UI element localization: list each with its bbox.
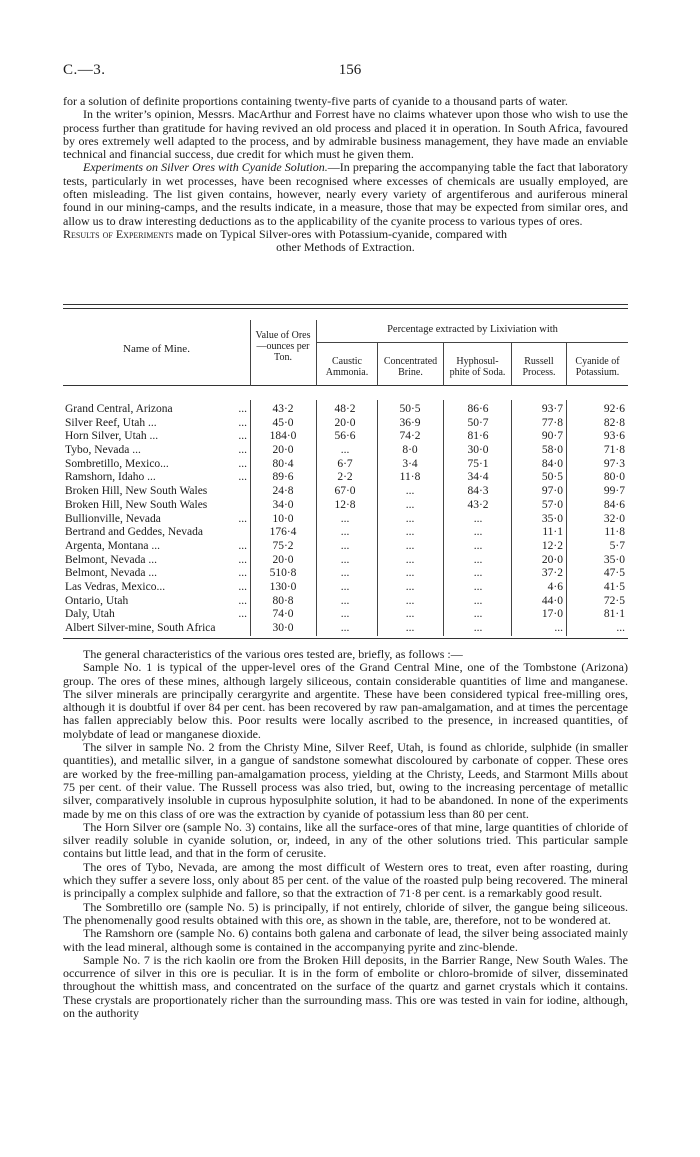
- cell-value: 176·4: [269, 526, 297, 539]
- cell-russell: ...: [554, 622, 563, 634]
- cell-hypo: 34·4: [467, 471, 489, 484]
- cell-dots: ...: [238, 430, 247, 443]
- cell-value: 34·0: [272, 498, 294, 511]
- table-top-rule: [63, 304, 628, 309]
- cell-hypo: 81·6: [467, 430, 489, 443]
- cell-cyanide: 80·0: [603, 471, 625, 484]
- paragraph: for a solution of definite proportions containing twenty-five parts of cyanide to a thousand parts of water.: [63, 94, 568, 108]
- experiments-heading: Experiments on Silver Ores with Cyanide Solution.: [83, 160, 328, 175]
- paragraph: Sample No. 7 is the rich kaolin ore from the Broken Hill deposits, in the Barrier Range, New South Wales. The occurrence of silver in this ore is peculiar. It is in the form of embolite or chloro-bromide of silver, disseminated throughout the whittish mass, and concentrated on the surface of the quartz and garnet crystals which it contains. These crystals are proportionately richer than the surrounding mass. This ore was tested in vain for iodine, although, on the authority: [63, 952, 628, 1021]
- body-text-bottom: [63, 648, 628, 1020]
- paragraph: The silver in sample No. 2 from the Christy Mine, Silver Reef, Utah, is found as chloride, sulphide (in smaller quantities), and metallic silver, in a gangue of sandstone somewhat discoloured by carbonate of copper. These ores are worked by the free-milling pan-amalgamation process, yielding at the Christy, Leeds, and Starmont Mills about 75 per cent. of their value. The Russell process was also tried, but, owing to the increasing percentage of metallic silver, comparatively insoluble in cuprous hyposulphite solution, it had to be abandoned. In none of the experiments made by me on this class of ore was the extraction by cyanide of potassium less than 80 per cent.: [63, 740, 628, 821]
- cell-name: Belmont, Nevada ...: [65, 553, 157, 566]
- table-caption-line1: made on Typical Silver-ores with Potassium-cyanide, compared with: [173, 226, 508, 241]
- table-row: [63, 622, 628, 636]
- cell-brine: ...: [405, 580, 415, 593]
- paragraph: In the writer’s opinion, Messrs. MacArthur and Forrest have no claims whatever upon those who wish to use the process further than gratitude for having revived an old process and placed it in operation. In South Africa, favoured by ores extremely well adapted to the process, and by admirable business management, they have made an enviable technical and financial success, due credit for which must he given them.: [63, 107, 628, 162]
- paragraph: The Sombretillo ore (sample No. 5) is principally, if not entirely, chloride of silver, the gangue being siliceous. The phenomenally good results obtained with this ore, as shown in the table, are, therefore, not to be wondered at.: [63, 899, 628, 927]
- table-row: [63, 540, 628, 554]
- cell-russell: 37·2: [541, 567, 563, 580]
- cell-hypo: 43·2: [467, 498, 489, 511]
- cell-ammonia: 48·2: [334, 403, 356, 415]
- cell-value: 20·0: [272, 444, 294, 457]
- table-caption: [63, 228, 628, 255]
- cell-hypo: ...: [473, 539, 483, 552]
- table-body: [63, 403, 628, 636]
- cell-cyanide: 41·5: [603, 580, 625, 593]
- table-header-rule: [63, 385, 628, 386]
- cell-hypo: ...: [473, 580, 483, 593]
- paragraph: The general characteristics of the various ores tested are, briefly, as follows :—: [83, 647, 463, 661]
- cell-ammonia: ...: [340, 608, 350, 621]
- cell-hypo: ...: [473, 594, 483, 607]
- cell-cyanide: 99·7: [603, 485, 625, 498]
- cell-ammonia: 2·2: [337, 471, 353, 484]
- cell-value: 80·8: [272, 594, 294, 607]
- header-name-of-mine: Name of Mine.: [123, 343, 190, 355]
- cell-cyanide: 82·8: [603, 416, 625, 429]
- paragraph-experiments: [63, 161, 628, 227]
- cell-ammonia: 56·6: [334, 430, 356, 443]
- table-row: [63, 430, 628, 444]
- table-row: [63, 458, 628, 472]
- cell-hypo: 84·3: [467, 485, 489, 498]
- cell-cyanide: 97·3: [603, 457, 625, 470]
- header-concentrated-brine: Concentrated Brine.: [383, 356, 438, 378]
- table-row: [63, 567, 628, 581]
- header-value-of-ores: Value of Ores —ounces per Ton.: [255, 330, 311, 363]
- cell-dots: ...: [238, 539, 247, 552]
- cell-cyanide: 35·0: [603, 553, 625, 566]
- cell-value: 89·6: [272, 471, 294, 484]
- cell-cyanide: 81·1: [603, 608, 625, 621]
- paragraph: Sample No. 1 is typical of the upper-level ores of the Grand Central Mine, one of the Tombstone (Arizona) group. The ores of these mines, although largely siliceous, contain considerable quantities of lime and manganese. The silver minerals are principally cerargyrite and argentite. These have been considered typical free-milling ores, although it is doubtful if over 84 per cent. has been recovered by raw pan-amalgamation, and at times the percentage has fallen appreciably below this. Poor results were locally ascribed to the presence, in increased quantities, of molybdate of lead or manganese dioxide.: [63, 660, 628, 741]
- cell-hypo: 86·6: [467, 403, 489, 415]
- cell-name: Daly, Utah: [65, 608, 115, 621]
- paragraph: The Horn Silver ore (sample No. 3) contains, like all the surface-ores of that mine, large quantities of chloride of silver readily soluble in cyanide solution, or, indeed, in any of the other solutions tried. This particular sample contains but little lead, and that in the form of cerusite.: [63, 819, 628, 861]
- cell-cyanide: 84·6: [603, 498, 625, 511]
- cell-value: 30·0: [272, 622, 294, 634]
- cell-value: 10·0: [272, 512, 294, 525]
- cell-value: 510·8: [269, 567, 297, 580]
- table-row: [63, 581, 628, 595]
- cell-cyanide: 92·6: [603, 403, 625, 415]
- cell-value: 80·4: [272, 457, 294, 470]
- cell-ammonia: 6·7: [337, 457, 353, 470]
- cell-dots: ...: [238, 416, 247, 429]
- cell-hypo: ...: [473, 622, 483, 634]
- cell-hypo: 50·7: [467, 416, 489, 429]
- table-row: [63, 444, 628, 458]
- cell-name: Broken Hill, New South Wales: [65, 498, 208, 511]
- header-hyposulphite-soda: Hyphosul- phite of Soda.: [449, 356, 506, 378]
- cell-brine: ...: [405, 567, 415, 580]
- cell-value: 45·0: [272, 416, 294, 429]
- cell-value: 43·2: [272, 403, 294, 415]
- cell-value: 24·8: [272, 485, 294, 498]
- cell-hypo: ...: [473, 567, 483, 580]
- cell-dots: ...: [238, 608, 247, 621]
- cell-brine: 50·5: [399, 403, 421, 415]
- page-header-reference: C.—3.: [63, 62, 106, 78]
- cell-dots: ...: [238, 512, 247, 525]
- table-row: [63, 608, 628, 622]
- cell-russell: 57·0: [541, 498, 563, 511]
- table-caption-line2: other Methods of Extraction.: [276, 240, 415, 255]
- cell-russell: 97·0: [541, 485, 563, 498]
- cell-russell: 20·0: [541, 553, 563, 566]
- cell-ammonia: ...: [340, 622, 350, 634]
- cell-name: Argenta, Montana ...: [65, 539, 160, 552]
- cell-brine: ...: [405, 526, 415, 539]
- cell-brine: ...: [405, 512, 415, 525]
- table-row: [63, 595, 628, 609]
- cell-ammonia: 67·0: [334, 485, 356, 498]
- cell-ammonia: ...: [340, 580, 350, 593]
- cell-dots: ...: [238, 457, 247, 470]
- cell-hypo: ...: [473, 512, 483, 525]
- header-cyanide-potassium: Cyanide of Potassium.: [575, 356, 620, 378]
- cell-ammonia: ...: [340, 539, 350, 552]
- cell-ammonia: ...: [340, 594, 350, 607]
- cell-name: Silver Reef, Utah ...: [65, 416, 157, 429]
- cell-ammonia: ...: [340, 512, 350, 525]
- table-group-rule: [316, 342, 628, 343]
- cell-russell: 17·0: [541, 608, 563, 621]
- cell-dots: ...: [238, 553, 247, 566]
- cell-name: Broken Hill, New South Wales: [65, 485, 208, 498]
- cell-russell: 77·8: [541, 416, 563, 429]
- cell-name: Ontario, Utah: [65, 594, 129, 607]
- cell-hypo: ...: [473, 608, 483, 621]
- cell-ammonia: ...: [340, 553, 350, 566]
- cell-value: 184·0: [269, 430, 297, 443]
- cell-brine: ...: [405, 485, 415, 498]
- header-russell-process: Russell Process.: [522, 356, 556, 378]
- table-row: [63, 471, 628, 485]
- cell-brine: ...: [405, 608, 415, 621]
- cell-value: 74·0: [272, 608, 294, 621]
- cell-ammonia: ...: [340, 567, 350, 580]
- cell-cyanide: 11·8: [604, 526, 625, 539]
- cell-brine: ...: [405, 498, 415, 511]
- cell-hypo: ...: [473, 553, 483, 566]
- cell-ammonia: ...: [340, 444, 350, 457]
- cell-russell: 4·6: [547, 580, 563, 593]
- cell-brine: 74·2: [399, 430, 421, 443]
- cell-name: Belmont, Nevada ...: [65, 567, 157, 580]
- table-row: [63, 485, 628, 499]
- cell-brine: 3·4: [402, 457, 418, 470]
- table-row: [63, 417, 628, 431]
- table-bottom-rule: [63, 638, 628, 639]
- cell-value: 20·0: [272, 553, 294, 566]
- cell-name: Las Vedras, Mexico...: [65, 580, 166, 593]
- cell-dots: ...: [238, 403, 247, 415]
- cell-name: Horn Silver, Utah ...: [65, 430, 159, 443]
- cell-brine: 11·8: [399, 471, 421, 484]
- cell-cyanide: ...: [616, 622, 625, 634]
- cell-brine: 8·0: [402, 444, 418, 457]
- cell-brine: ...: [405, 622, 415, 634]
- page-number: 156: [338, 62, 362, 78]
- cell-russell: 50·5: [541, 471, 563, 484]
- cell-name: Tybo, Nevada ...: [65, 444, 141, 457]
- cell-hypo: 30·0: [467, 444, 489, 457]
- cell-russell: 44·0: [541, 594, 563, 607]
- cell-russell: 84·0: [541, 457, 563, 470]
- cell-cyanide: 32·0: [603, 512, 625, 525]
- cell-brine: ...: [405, 594, 415, 607]
- header-group-percentage: Percentage extracted by Lixiviation with: [387, 324, 558, 335]
- cell-name: Albert Silver-mine, South Africa: [65, 622, 216, 634]
- cell-brine: 36·9: [399, 416, 421, 429]
- cell-dots: ...: [238, 471, 247, 484]
- cell-russell: 93·7: [541, 403, 563, 415]
- header-caustic-ammonia: Caustic Ammonia.: [325, 356, 369, 378]
- cell-cyanide: 47·5: [603, 567, 625, 580]
- cell-hypo: ...: [473, 526, 483, 539]
- cell-cyanide: 72·5: [603, 594, 625, 607]
- cell-value: 75·2: [272, 539, 294, 552]
- cell-ammonia: 12·8: [334, 498, 356, 511]
- cell-ammonia: 20·0: [334, 416, 356, 429]
- cell-cyanide: 93·6: [603, 430, 625, 443]
- table-row: [63, 403, 628, 417]
- cell-dots: ...: [238, 580, 247, 593]
- paragraph: The Ramshorn ore (sample No. 6) contains both galena and carbonate of lead, the silver being associated mainly with the lead mineral, although some is contained in the accompanying pyrite and zinc-blende.: [63, 926, 628, 954]
- table-row: [63, 526, 628, 540]
- table-caption-lead: Results of Experiments: [63, 226, 174, 241]
- table-row: [63, 499, 628, 513]
- cell-name: Grand Central, Arizona: [65, 403, 173, 415]
- cell-russell: 90·7: [541, 430, 563, 443]
- table-row: [63, 554, 628, 568]
- cell-dots: ...: [238, 567, 247, 580]
- cell-russell: 58·0: [541, 444, 563, 457]
- paragraph: The ores of Tybo, Nevada, are among the most difficult of Western ores to treat, even after roasting, during which they suffer a severe loss, only about 85 per cent. of the value of the roasted pulp being recovered. The mineral is principally a complex sulphide and fallore, so that the extraction of 71·8 per cent. is a remarkably good result.: [63, 859, 628, 901]
- table-row: [63, 513, 628, 527]
- cell-russell: 11·1: [542, 526, 563, 539]
- cell-dots: ...: [238, 594, 247, 607]
- cell-dots: ...: [238, 444, 247, 457]
- cell-name: Sombretillo, Mexico...: [65, 457, 169, 470]
- cell-brine: ...: [405, 553, 415, 566]
- cell-russell: 12·2: [541, 539, 563, 552]
- cell-cyanide: 5·7: [609, 539, 625, 552]
- experiments-text: —In preparing the accompanying table the fact that laboratory tests, particularly in wet processes, have been recognised where excesses of chemicals are usually employed, are often misleading. The list given contains, however, nearly every variety of argentiferous and auriferous mineral found in our mining-camps, and the results indicate, in a measure, those that may be expected from similar ores, and allow us to draw interesting deductions as to the applicability of the cyanite process to various types of ores.: [63, 160, 628, 228]
- cell-name: Ramshorn, Idaho ...: [65, 471, 156, 484]
- cell-value: 130·0: [269, 580, 297, 593]
- cell-russell: 35·0: [541, 512, 563, 525]
- cell-ammonia: ...: [340, 526, 350, 539]
- body-text-top: [63, 95, 628, 255]
- cell-name: Bullionville, Nevada: [65, 512, 161, 525]
- cell-brine: ...: [405, 539, 415, 552]
- cell-name: Bertrand and Geddes, Nevada: [65, 526, 203, 539]
- cell-hypo: 75·1: [467, 457, 489, 470]
- cell-cyanide: 71·8: [603, 444, 625, 457]
